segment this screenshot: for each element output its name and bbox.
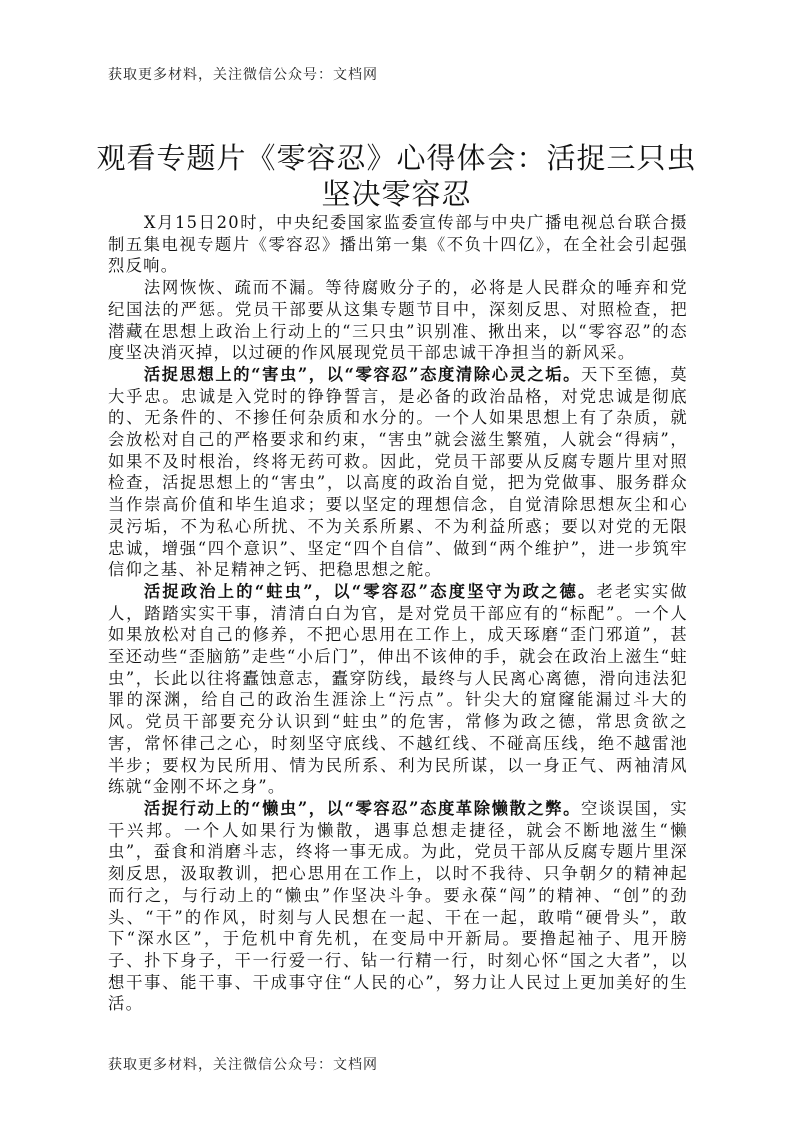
paragraph-text: 空谈误国，实干兴邦。一个人如果行为懒散，遇事总想走捷径，就会不断地滋生“懒虫”，蚕食和消磨斗志，终将一事无成。为此，党员干部从反腐专题片里深刻反思，汲取教训，把心思用在工作上，以时不我待、只争朝夕的精神起而行之，与行动上的“懒虫”作坚决斗争。要永葆“闯”的精神、“创”的劲头、“干”的作风，时刻与人民想在一起、干在一起，敢啃“硬骨头”，敢下“深水区”，于危机中育先机，在变局中开新局。要撸起袖子、甩开膀子、扑下身子，干一行爱一行、钻一行精一行，时刻心怀“国之大者”，以想干事、能干事、干成事守住“人民的心”，努力让人民过上更加美好的生活。 [108,798,688,1014]
page-header-note: 获取更多材料，关注微信公众号：文档网 [108,67,378,83]
paragraph [108,212,688,277]
paragraph [108,277,688,364]
paragraph-lead: 活捉政治上的“蛀虫”，以“零容忍”态度坚守为政之德。 [143,581,597,601]
paragraph-lead: 活捉思想上的“害虫”，以“零容忍”态度清除心灵之垢。 [143,364,582,384]
paragraph-lead: 活捉行动上的“懒虫”，以“零容忍”态度革除懒散之弊。 [143,798,582,818]
paragraph [108,364,688,581]
paragraph-text: 老老实实做人，踏踏实实干事，清清白白为官，是对党员干部应有的“标配”。一个人如果放松对自己的修养，不把心思用在工作上，成天琢磨“歪门邪道”，甚至还动些“歪脑筋”走些“小后门”，伸出不该伸的手，就会在政治上滋生“蛀虫”，长此以往将蠹蚀意志，蠹穿防线，最终与人民离心离德，滑向违法犯罪的深渊，给自己的政治生涯涂上“污点”。针尖大的窟窿能漏过斗大的风。党员干部要充分认识到“蛀虫”的危害，常修为政之德，常思贪欲之害，常怀律己之心，时刻坚守底线、不越红线、不碰高压线，绝不越雷池半步；要权为民所用、情为民所系、利为民所谋，以一身正气、两袖清风练就“金刚不坏之身”。 [108,581,688,797]
document-body [108,212,688,1015]
paragraph-text: X月15日20时，中央纪委国家监委宣传部与中央广播电视总台联合摄制五集电视专题片《零容忍》播出第一集《不负十四亿》，在全社会引起强烈反响。 [108,213,688,276]
page-footer-note: 获取更多材料，关注微信公众号：文档网 [108,1057,378,1073]
paragraph [108,581,688,798]
paragraph [108,798,688,1015]
paragraph-text: 法网恢恢、疏而不漏。等待腐败分子的，必将是人民群众的唾弃和党纪国法的严惩。党员干部要从这集专题节目中，深刻反思、对照检查，把潜藏在思想上政治上行动上的“三只虫”识别准、揪出来，以“零容忍”的态度坚决消灭掉，以过硬的作风展现党员干部忠诚干净担当的新风采。 [108,278,688,363]
paragraph-text: 天下至德，莫大乎忠。忠诚是入党时的铮铮誓言，是必备的政治品格，对党忠诚是彻底的、无条件的、不掺任何杂质和水分的。一个人如果思想上有了杂质，就会放松对自己的严格要求和约束，“害虫”就会滋生繁殖，人就会“得病”，如果不及时根治，终将无药可救。因此，党员干部要从反腐专题片里对照检查，活捉思想上的“害虫”，以高度的政治自觉，把为党做事、服务群众当作崇高价值和毕生追求；要以坚定的理想信念，自觉清除思想灰尘和心灵污垢，不为私心所扰、不为关系所累、不为利益所惑；要以对党的无限忠诚，增强“四个意识”、坚定“四个自信”、做到“两个维护”，进一步筑牢信仰之基、补足精神之钙、把稳思想之舵。 [108,364,688,580]
document-title: 观看专题片《零容忍》心得体会：活捉三只虫坚决零容忍 [96,141,697,211]
